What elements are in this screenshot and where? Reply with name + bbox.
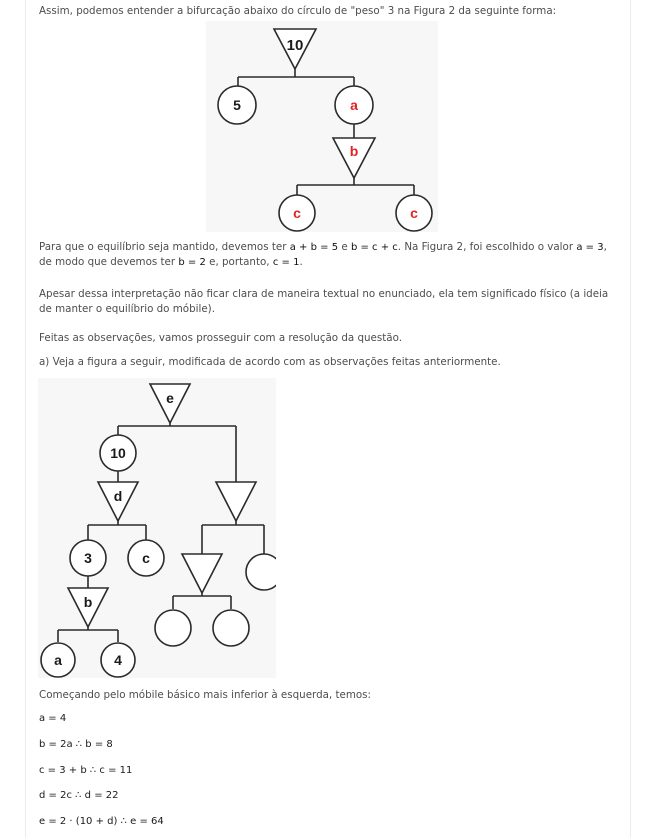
- figure-1-diagram: [206, 21, 438, 232]
- eq-a-plus-b: a + b = 5: [289, 242, 339, 253]
- fig2-circle-a-label: a: [54, 652, 62, 668]
- figure-1-mobile: [206, 21, 438, 232]
- equation-e: e = 2 · (10 + d) ∴ e = 64: [39, 816, 164, 827]
- fig1-left-circle-label: 5: [233, 97, 241, 113]
- equation-a: a = 4: [39, 713, 67, 724]
- fig2-triangle-d-label: d: [113, 488, 123, 504]
- fig1-top-weight: 10: [286, 37, 304, 54]
- fig2-circle-10-label: 10: [110, 445, 126, 461]
- figure-2-mobile: [38, 378, 276, 678]
- fig2-circle-3-label: 3: [84, 550, 92, 566]
- equation-b: b = 2a ∴ b = 8: [39, 739, 113, 750]
- equation-d: d = 2c ∴ d = 22: [39, 790, 119, 801]
- figure-2-diagram: [38, 378, 276, 678]
- content-card: [25, 0, 631, 838]
- fig1-bottom-right-label: c: [410, 205, 418, 221]
- equation-c: c = 3 + b ∴ c = 11: [39, 765, 133, 776]
- fig2-triangle-b-label: b: [83, 594, 93, 610]
- fig1-bottom-left-label: c: [293, 205, 301, 221]
- eq-b-2: b = 2: [178, 257, 206, 268]
- equilibrium-paragraph: Para que o equilíbrio seja mantido, devemos ter a + b = 5 e b = c + c. Na Figura 2, foi escolhido o valor a = 3, de modo que devemos ter b = 2 e, portanto, c = 1.: [39, 241, 607, 268]
- eq-a-3: a = 3: [576, 242, 604, 253]
- fig2-circle-4-label: 4: [114, 652, 122, 668]
- fig2-triangle-e-label: e: [166, 390, 174, 406]
- fig1-triangle-label: b: [349, 143, 359, 159]
- interpretation-paragraph: Apesar dessa interpretação não ficar clara de maneira textual no enunciado, ela tem significado físico (a ideia de manter o equilíbrio do móbile).: [39, 288, 609, 315]
- eq-b-c-c: b = c + c: [350, 242, 398, 253]
- eq-c-1: c = 1: [272, 257, 300, 268]
- item-a-paragraph: a) Veja a figura a seguir, modificada de acordo com as observações feitas anteriormente.: [39, 356, 501, 368]
- intro-paragraph: Assim, podemos entender a bifurcação abaixo do círculo de "peso" 3 na Figura 2 da seguinte forma:: [39, 5, 557, 17]
- observations-paragraph: Feitas as observações, vamos prosseguir com a resolução da questão.: [39, 332, 402, 344]
- fig2-circle-c-label: c: [142, 550, 150, 566]
- starting-paragraph: Começando pelo móbile básico mais inferior à esquerda, temos:: [39, 689, 372, 701]
- fig1-right-circle-label: a: [350, 97, 358, 113]
